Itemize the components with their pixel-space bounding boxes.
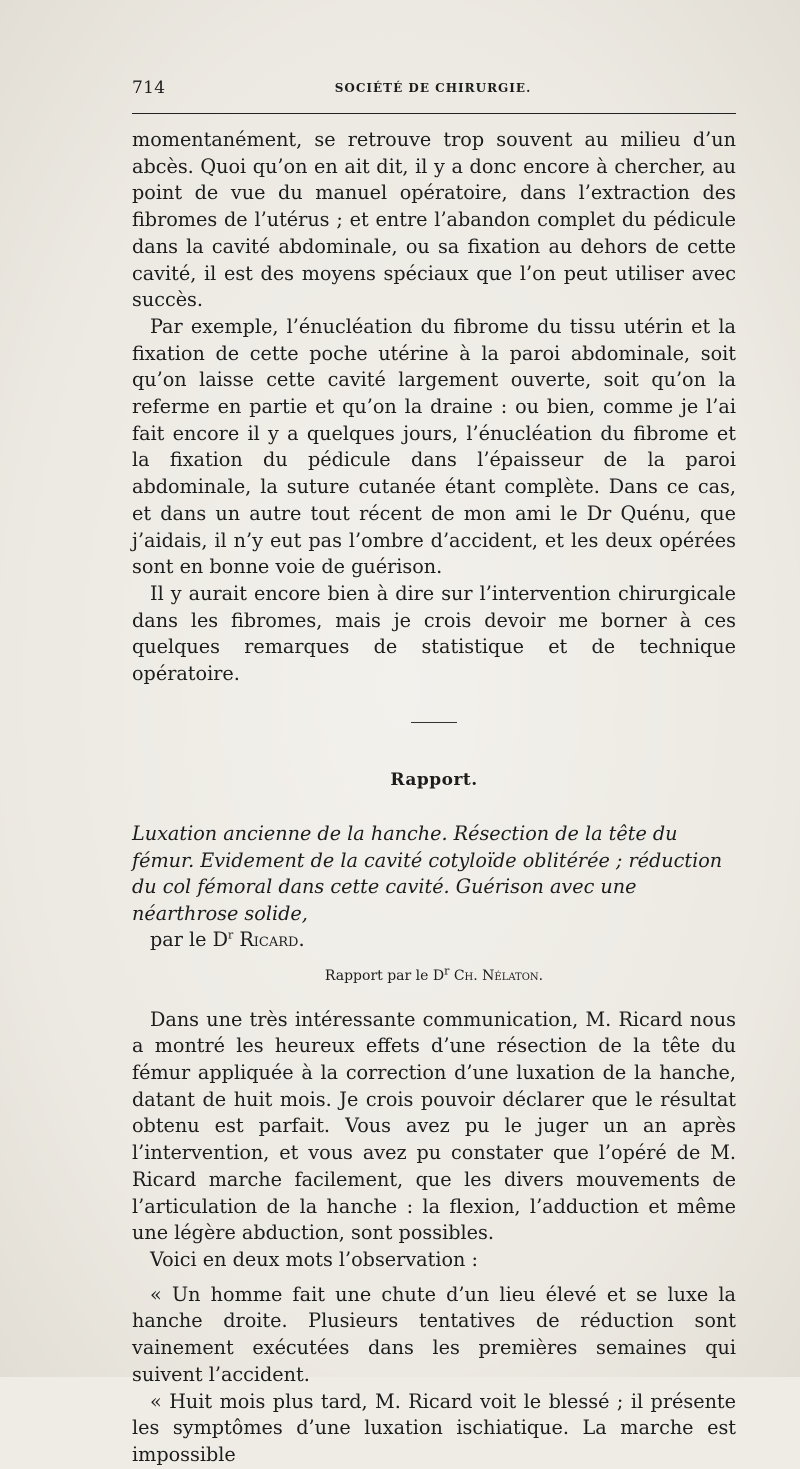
case-title-text: Luxation ancienne de la hanche. Résection de la tête du fémur. Evidement de la cavité cotyloïde oblitérée ; réduction du col fémoral dans cette cavité. Guérison avec une néarthrose solide, [132, 822, 723, 925]
section-separator [411, 722, 457, 723]
reporter-sup: r [444, 964, 450, 978]
paragraph: Voici en deux mots l’observation : [150, 1248, 478, 1271]
reporter-line [132, 963, 736, 990]
running-title: SOCIÉTÉ DE CHIRURGIE. [334, 81, 532, 95]
paragraph: momentanément, se retrouve trop souvent au milieu d’un abcès. Quoi qu’on en ait dit, il y a donc encore à chercher, au point de vue du manuel opératoire, dans l’extraction des fibromes de l’utérus ; et entre l’abandon complet du pédicule dans la cavité abdominale, ou sa fixation au dehors de cette cavité, il est des moyens spéciaux que l’on peut utiliser avec succès. [132, 128, 736, 312]
report-text [132, 1007, 736, 1469]
byline-prefix: par le D [150, 928, 228, 952]
text-body [132, 127, 736, 1469]
paragraph: Par exemple, l’énucléation du fibrome du tissu utérin et la fixation de cette poche utérine à la paroi abdominale, soit qu’on laisse cette cavité largement ouverte, soit qu’on la referme en partie et qu’on la draine : ou bien, comme je l’ai fait encore il y a quelques jours, l’énucléation du fibrome et la fixation du pédicule dans l’épaisseur de la paroi abdominale, la suture cutanée étant complète. Dans ce cas, et dans un autre tout récent de mon ami le Dr Quénu, que j’aidais, il n’y eut pas l’ombre d’accident, et les deux opérées sont en bonne voie de guérison. [132, 314, 736, 579]
paragraph: Il y aurait encore bien à dire sur l’intervention chirurgicale dans les fibromes, mais je crois devoir me borner à ces quelques remarques de statistique et de technique opératoire. [132, 581, 736, 686]
case-byline [132, 927, 736, 954]
reporter-name: Ch. Nélaton. [453, 967, 544, 984]
page-header [132, 78, 734, 102]
header-rule [132, 113, 736, 114]
section-heading: Rapport. [390, 769, 478, 790]
case-title [132, 821, 736, 954]
byline-sup: r [227, 929, 234, 943]
paragraph: Dans une très intéressante communication, M. Ricard nous a montré les heureux effets d’une résection de la tête du fémur appliquée à la correction d’une luxation de la hanche, datant de huit mois. Je crois pouvoir déclarer que le résultat obtenu est parfait. Vous avez pu le juger un an après l’intervention, et vous avez pu constater que l’opéré de M. Ricard marche facilement, que les divers mouvements de l’articulation de la hanche : la flexion, l’adduction et même une légère abduction, sont possibles. [132, 1007, 736, 1245]
byline-author: Ricard. [239, 928, 305, 952]
quote-paragraph: « Un homme fait une chute d’un lieu élevé et se luxe la hanche droite. Plusieurs tentatives de réduction sont vainement exécutées dans les premières semaines qui suivent l’accident. [132, 1282, 736, 1386]
page-number: 714 [132, 78, 166, 98]
reporter-prefix: Rapport par le D [324, 967, 445, 984]
quote-paragraph: « Huit mois plus tard, M. Ricard voit le blessé ; il présente les symptômes d’une luxation ischiatique. La marche est impossible [132, 1389, 736, 1466]
